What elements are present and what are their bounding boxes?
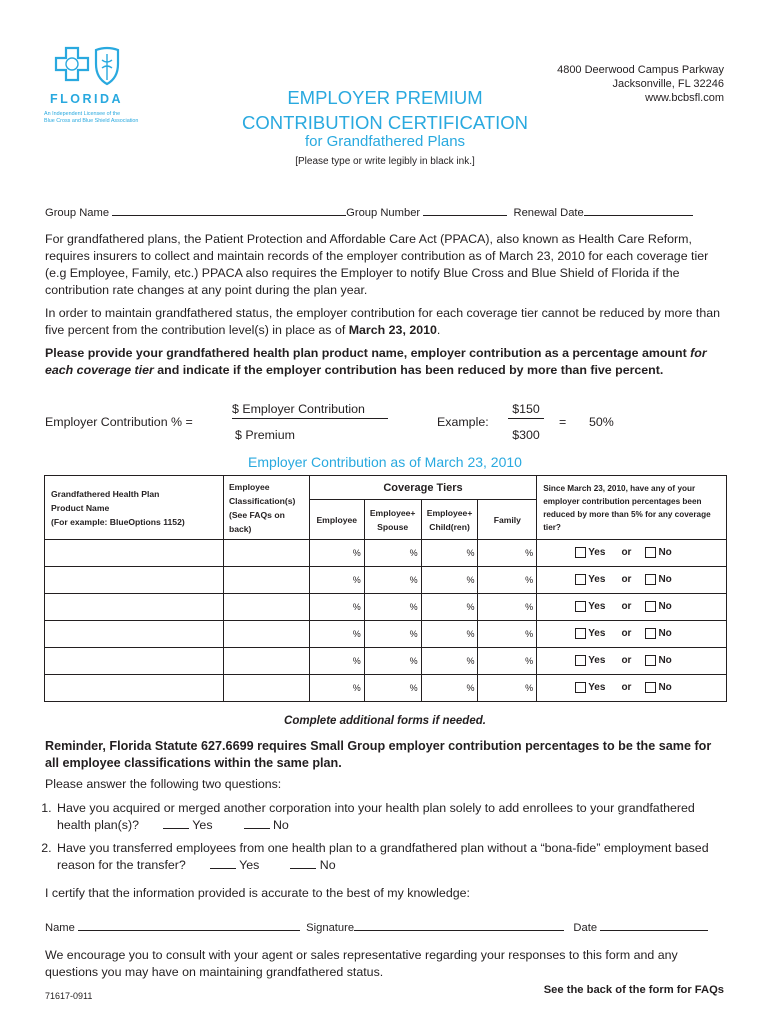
paragraph-instructions: [45, 345, 728, 379]
p3-end: and indicate if the employer contribution has been reduced by more than five percent.: [153, 363, 664, 377]
col-class-line-2: Classification(s): [228, 495, 296, 506]
formula-denominator: $ Premium: [235, 428, 295, 442]
emp-spouse-pct-cell[interactable]: %: [364, 567, 421, 594]
questions-intro: Please answer the following two questions:: [45, 777, 282, 791]
example-result: 50%: [589, 415, 614, 429]
classification-cell[interactable]: [223, 594, 309, 621]
family-pct-cell[interactable]: %: [478, 675, 537, 702]
group-name-field[interactable]: [112, 204, 346, 216]
plan-name-cell[interactable]: [45, 675, 224, 702]
yes-label: Yes: [588, 547, 606, 559]
signature-label: Signature: [306, 922, 355, 934]
col-reduced-line-3: reduced by more than 5% for any coverage tier?: [543, 509, 711, 532]
name-label: Name: [45, 922, 75, 934]
signature-fields: [45, 919, 708, 934]
employee-pct-cell[interactable]: %: [309, 675, 364, 702]
formula-label: Employer Contribution % =: [45, 415, 193, 429]
classification-cell[interactable]: [223, 567, 309, 594]
form-number: 71617-0911: [45, 991, 93, 1001]
classification-cell[interactable]: [223, 648, 309, 675]
license-line-2: Blue Cross and Blue Shield Association: [44, 118, 139, 124]
subtitle: for Grandfathered Plans: [304, 133, 466, 150]
no-label: No: [658, 547, 672, 559]
date-field[interactable]: [600, 919, 708, 931]
col-class-header: [223, 476, 309, 540]
no-label: No: [658, 682, 672, 694]
emp-children-pct-cell[interactable]: %: [421, 675, 478, 702]
no-checkbox[interactable]: [645, 655, 656, 666]
col-class-line-3: (See FAQs on back): [228, 509, 285, 534]
employee-pct-cell[interactable]: %: [309, 621, 364, 648]
or-label: or: [621, 547, 632, 559]
family-pct-cell[interactable]: %: [478, 594, 537, 621]
tier-emp-spouse-line-1: Employee+: [369, 507, 416, 518]
contribution-table: [44, 475, 727, 702]
p2-date: March 23, 2010: [348, 323, 437, 337]
group-name-label: Group Name: [45, 207, 110, 219]
q1-no-field[interactable]: [244, 817, 270, 829]
reduced-answer-cell: [537, 567, 727, 594]
emp-spouse-pct-cell[interactable]: %: [364, 675, 421, 702]
family-pct-cell[interactable]: %: [478, 648, 537, 675]
coverage-tiers-header: Coverage Tiers: [309, 476, 536, 500]
tier-emp-children-line-2: Child(ren): [429, 521, 470, 532]
tier-emp-children-line-1: Employee+: [426, 507, 473, 518]
no-label: No: [658, 601, 672, 613]
table-title: Employer Contribution as of March 23, 2010: [248, 454, 522, 470]
plan-name-cell[interactable]: [45, 648, 224, 675]
emp-children-pct-cell[interactable]: %: [421, 621, 478, 648]
tier-family-header: Family: [478, 500, 537, 540]
classification-cell[interactable]: [223, 675, 309, 702]
date-label: Date: [573, 922, 598, 934]
tier-employee-header: Employee: [309, 500, 364, 540]
example-numerator: $150: [508, 402, 544, 419]
p2-end: .: [436, 323, 441, 337]
table-row: [45, 675, 727, 702]
closing-text: We encourage you to consult with your agent or sales representative regarding your responses to this form and any questions you may have on maintaining grandfathered status.: [45, 948, 678, 979]
col-plan-header: [45, 476, 224, 540]
emp-spouse-pct-cell[interactable]: %: [364, 648, 421, 675]
plan-name-cell[interactable]: [45, 540, 224, 567]
plan-name-cell[interactable]: [45, 594, 224, 621]
emp-children-pct-cell[interactable]: %: [421, 648, 478, 675]
col-class-line-1: Employee: [228, 481, 270, 492]
question-2: [55, 840, 730, 874]
paragraph-grandfathered: [45, 305, 728, 339]
tier-emp-spouse-line-2: Spouse: [377, 521, 409, 532]
group-number-field[interactable]: [423, 204, 507, 216]
question-1-text: Have you acquired or merged another corporation into your health plan solely to add enrollees to your grandfathered health plan(s)?: [57, 801, 695, 832]
group-fields: [45, 204, 693, 219]
employee-pct-cell[interactable]: %: [309, 594, 364, 621]
emp-children-pct-cell[interactable]: %: [421, 594, 478, 621]
q2-yes-field[interactable]: [210, 857, 236, 869]
p3-text: Please provide your grandfathered health plan product name, employer contribution as a percentage amount: [45, 346, 691, 360]
yes-label: Yes: [588, 574, 606, 586]
paragraph-ppaca: For grandfathered plans, the Patient Protection and Affordable Care Act (PPACA), also known as Health Care Reform, requires insurers to collect and maintain records of the employer contribution as of March 23, 2010 for each coverage tier (e.g Employee, Family, etc.) PPACA also requires the Employer to notify Blue Cross and Blue Shield of Florida if the contribution rate changes at any point during the plan year.: [45, 232, 709, 297]
q1-yes-label: Yes: [192, 818, 213, 832]
no-checkbox[interactable]: [645, 682, 656, 693]
or-label: or: [621, 628, 632, 640]
name-field[interactable]: [78, 919, 300, 931]
brand-name: FLORIDA: [50, 92, 124, 106]
no-label: No: [658, 574, 672, 586]
yes-label: Yes: [588, 628, 606, 640]
yes-checkbox[interactable]: [575, 547, 586, 558]
example-label: Example:: [437, 415, 489, 429]
instruction-note: [Please type or write legibly in black ink.]: [295, 156, 475, 167]
table-row: [45, 648, 727, 675]
classification-cell[interactable]: [223, 621, 309, 648]
no-checkbox[interactable]: [645, 574, 656, 585]
no-checkbox[interactable]: [645, 628, 656, 639]
example-denominator: $300: [512, 428, 540, 442]
family-pct-cell[interactable]: %: [478, 621, 537, 648]
table-row: [45, 621, 727, 648]
group-number-label: Group Number: [346, 207, 421, 219]
reduced-answer-cell: [537, 648, 727, 675]
q2-yes-label: Yes: [239, 858, 260, 872]
reduced-answer-cell: [537, 675, 727, 702]
yes-checkbox[interactable]: [575, 601, 586, 612]
family-pct-cell[interactable]: %: [478, 567, 537, 594]
renewal-date-label: Renewal Date: [513, 207, 584, 219]
yes-label: Yes: [588, 601, 606, 613]
or-label: or: [621, 601, 632, 613]
q1-yes-field[interactable]: [163, 817, 189, 829]
emp-spouse-pct-cell[interactable]: %: [364, 594, 421, 621]
signature-field[interactable]: [354, 919, 564, 931]
classification-cell[interactable]: [223, 540, 309, 567]
p3-italic: for each coverage tier: [45, 346, 707, 377]
employee-pct-cell[interactable]: %: [309, 567, 364, 594]
reduced-answer-cell: [537, 621, 727, 648]
q1-no-label: No: [272, 818, 289, 832]
no-label: No: [658, 655, 672, 667]
emp-spouse-pct-cell[interactable]: %: [364, 621, 421, 648]
tier-emp-spouse-header: [364, 500, 421, 540]
emp-children-pct-cell[interactable]: %: [421, 567, 478, 594]
emp-children-pct-cell[interactable]: %: [421, 540, 478, 567]
yes-label: Yes: [588, 682, 606, 694]
tier-emp-children-header: [421, 500, 478, 540]
certify-text: I certify that the information provided is accurate to the best of my knowledge:: [45, 886, 470, 900]
emp-spouse-pct-cell[interactable]: %: [364, 540, 421, 567]
question-2-text: Have you transferred employees from one health plan to a grandfathered plan without a “bona-fide” employment based reason for the transfer?: [57, 841, 709, 872]
yes-checkbox[interactable]: [575, 682, 586, 693]
col-plan-line-3: (For example: BlueOptions 1152): [51, 516, 185, 527]
title-line-2: CONTRIBUTION CERTIFICATION: [241, 112, 529, 133]
cross-shield-icon: [52, 44, 142, 90]
question-1: [55, 800, 730, 834]
license-line-1: An Independent Licensee of the: [44, 111, 121, 117]
address-line-1: 4800 Deerwood Campus Parkway: [557, 64, 724, 76]
family-pct-cell[interactable]: %: [478, 540, 537, 567]
col-plan-line-1: Grandfathered Health Plan: [51, 488, 160, 499]
plan-name-cell[interactable]: [45, 567, 224, 594]
reduced-answer-cell: [537, 540, 727, 567]
yes-checkbox[interactable]: [575, 628, 586, 639]
address-line-2: Jacksonville, FL 32246: [612, 78, 724, 90]
yes-checkbox[interactable]: [575, 655, 586, 666]
example-equals: =: [559, 415, 567, 429]
see-back-note: See the back of the form for FAQs: [543, 984, 724, 996]
col-reduced-header: [537, 476, 727, 540]
yes-label: Yes: [588, 655, 606, 667]
reduced-answer-cell: [537, 594, 727, 621]
yes-checkbox[interactable]: [575, 574, 586, 585]
no-checkbox[interactable]: [645, 601, 656, 612]
col-reduced-line-1: Since March 23, 2010, have any of your: [543, 483, 696, 493]
no-checkbox[interactable]: [645, 547, 656, 558]
website: www.bcbsfl.com: [645, 92, 724, 104]
or-label: or: [621, 655, 632, 667]
employee-pct-cell[interactable]: %: [309, 648, 364, 675]
table-footer-note: Complete additional forms if needed.: [284, 715, 486, 727]
employee-pct-cell[interactable]: %: [309, 540, 364, 567]
table-row: [45, 540, 727, 567]
table-row: [45, 567, 727, 594]
questions-list: [20, 800, 730, 874]
p2-text: In order to maintain grandfathered status, the employer contribution for each coverage tier cannot be reduced by more than five percent from the contribution level(s) in place as of: [45, 306, 720, 337]
q2-no-label: No: [319, 858, 336, 872]
plan-name-cell[interactable]: [45, 621, 224, 648]
q2-no-field[interactable]: [290, 857, 316, 869]
renewal-date-field[interactable]: [584, 204, 693, 216]
reminder-text: Reminder, Florida Statute 627.6699 requires Small Group employer contribution percentages to be the same for all employee classifications within the same plan.: [45, 739, 712, 770]
formula-numerator: $ Employer Contribution: [232, 402, 388, 419]
col-plan-line-2: Product Name: [51, 502, 110, 513]
table-row: [45, 594, 727, 621]
or-label: or: [621, 682, 632, 694]
title-line-1: EMPLOYER PREMIUM: [287, 87, 483, 108]
col-reduced-line-2: employer contribution percentages been: [543, 496, 702, 506]
or-label: or: [621, 574, 632, 586]
no-label: No: [658, 628, 672, 640]
